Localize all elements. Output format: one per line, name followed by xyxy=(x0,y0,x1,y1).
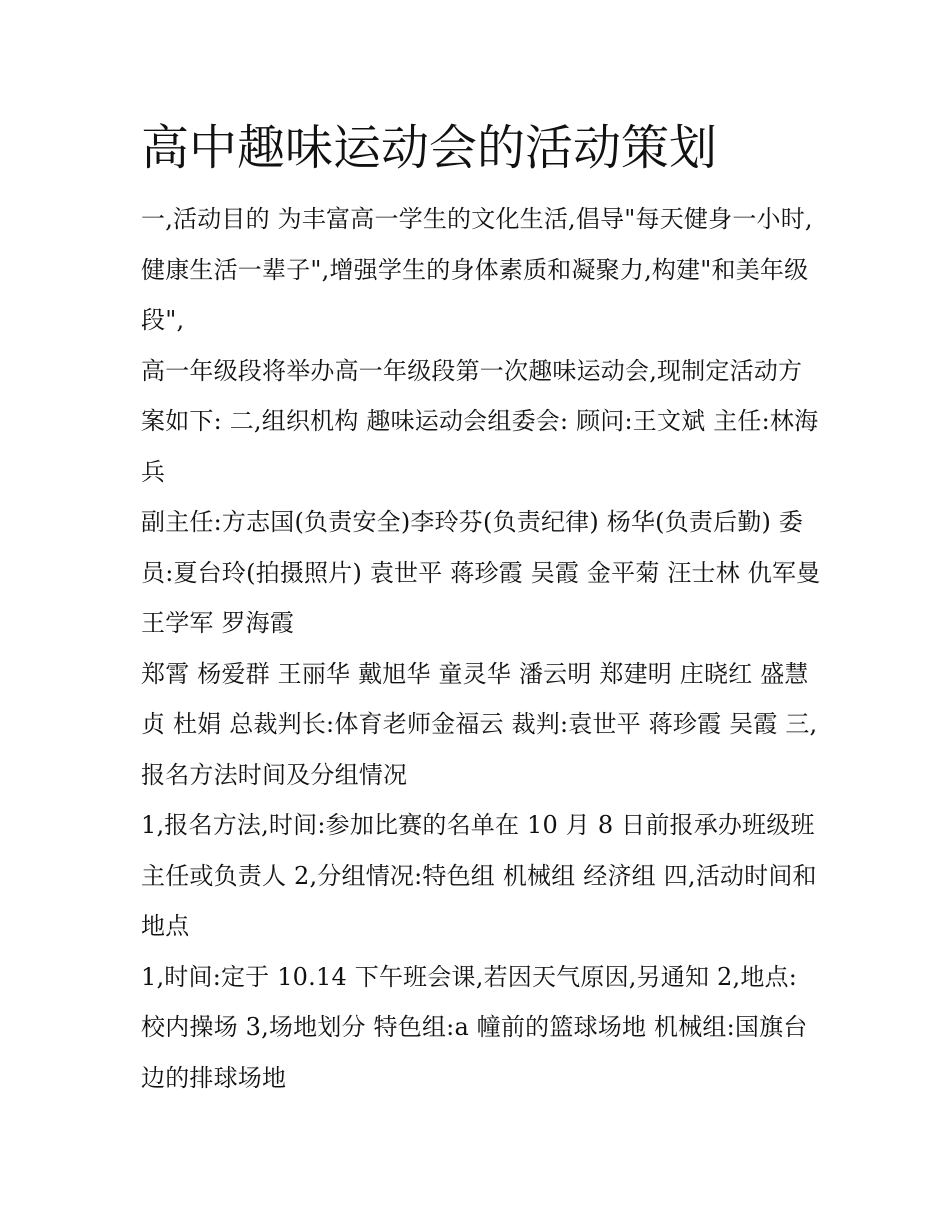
paragraph-purpose: 一,活动目的 为丰富高一学生的文化生活,倡导"每天健身一小时,健康生活一辈子",增强学生的身体素质和凝聚力,构建"和美年级段", xyxy=(141,205,813,334)
document-title: 高中趣味运动会的活动策划 xyxy=(141,120,718,176)
document-body xyxy=(141,110,821,1103)
paragraph-committee: 副主任:方志国(负责安全)李玲芬(负责纪律) 杨华(负责后勤) 委员:夏台玲(拍摄照片) 袁世平 蒋珍霞 吴霞 金平菊 汪士林 仇军曼 王学军 罗海霞 xyxy=(141,508,821,637)
paragraph-time-location: 1,时间:定于 10.14 下午班会课,若因天气原因,另通知 2,地点:校内操场 3,场地划分 特色组:a 幢前的篮球场地 机械组:国旗台边的排球场地 xyxy=(141,962,808,1092)
paragraph-registration: 1,报名方法,时间:参加比赛的名单在 10 月 8 日前报承办班级班主任或负责人 2,分组情况:特色组 机械组 经济组 四,活动时间和地点 xyxy=(141,811,817,940)
paragraph-organization: 高一年级段将举办高一年级段第一次趣味运动会,现制定活动方案如下: 二,组织机构 趣味运动会组委会: 顾问:王文斌 主任:林海兵 xyxy=(141,356,819,486)
paragraph-referees: 郑霄 杨爱群 王丽华 戴旭华 童灵华 潘云明 郑建明 庄晓红 盛慧贞 杜娟 总裁判长:体育老师金福云 裁判:袁世平 蒋珍霞 吴霞 三,报名方法时间及分组情况 xyxy=(141,659,818,789)
